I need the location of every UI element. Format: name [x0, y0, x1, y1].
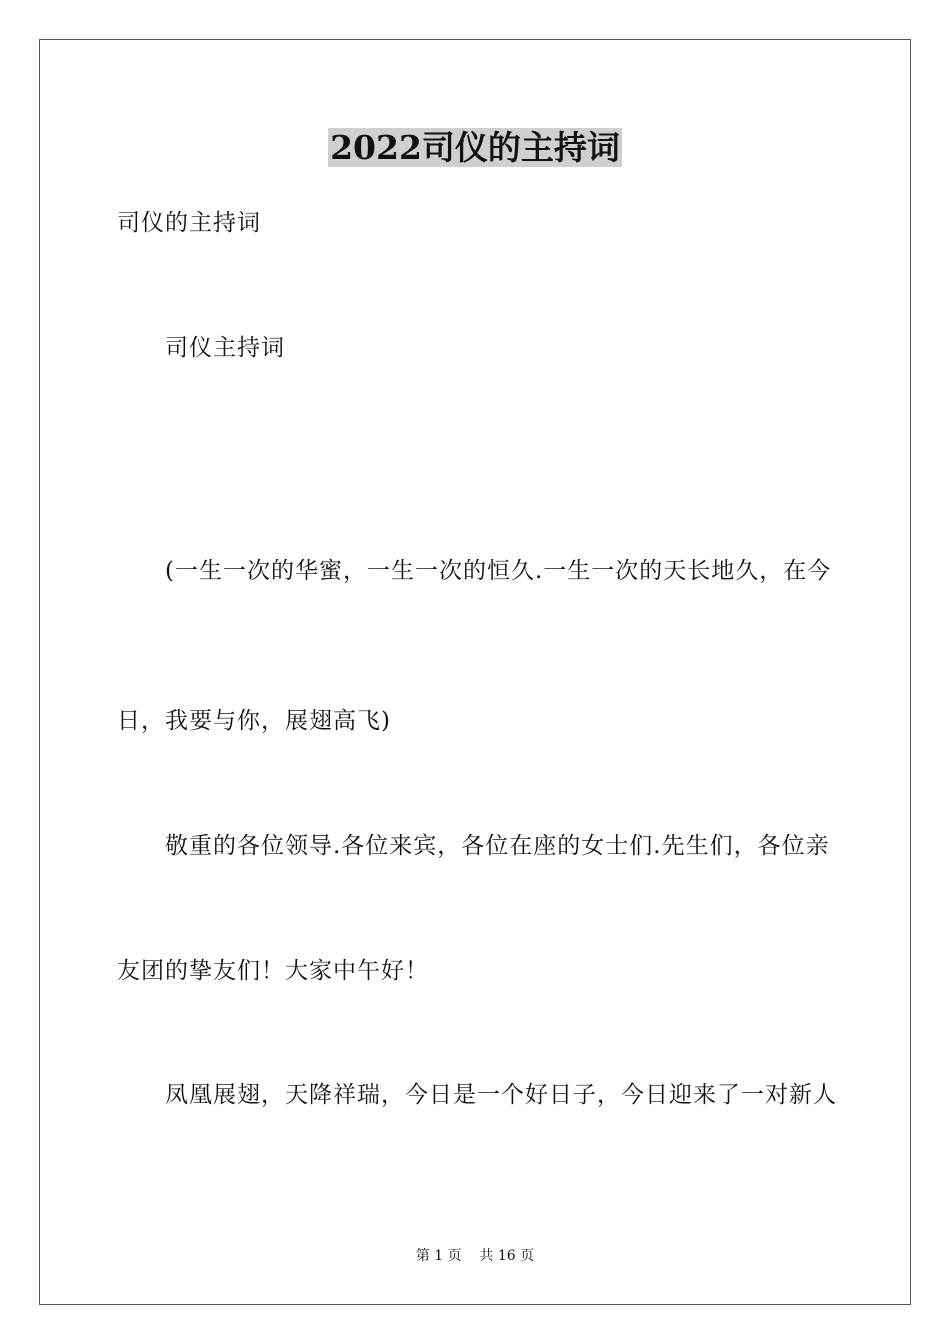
section-heading: 司仪主持词: [165, 335, 285, 361]
document-subtitle: 司仪的主持词: [117, 210, 261, 236]
paragraph-1-line-2: 日，我要与你，展翅高飞): [117, 708, 391, 734]
paragraph-3-line-1: 凤凰展翅，天降祥瑞，今日是一个好日子，今日迎来了一对新人: [165, 1082, 837, 1108]
page-footer: 第 1 页 共 16 页: [415, 1248, 535, 1264]
paragraph-2-line-1: 敬重的各位领导.各位来宾，各位在座的女士们.先生们，各位亲: [165, 833, 830, 859]
paragraph-2-line-2: 友团的挚友们！大家中午好！: [117, 958, 429, 984]
document-title: [0, 126, 950, 170]
document-title-text: 2022司仪的主持词: [330, 128, 620, 167]
paragraph-1-line-1: (一生一次的华蜜，一生一次的恒久.一生一次的天长地久，在今: [165, 558, 832, 584]
